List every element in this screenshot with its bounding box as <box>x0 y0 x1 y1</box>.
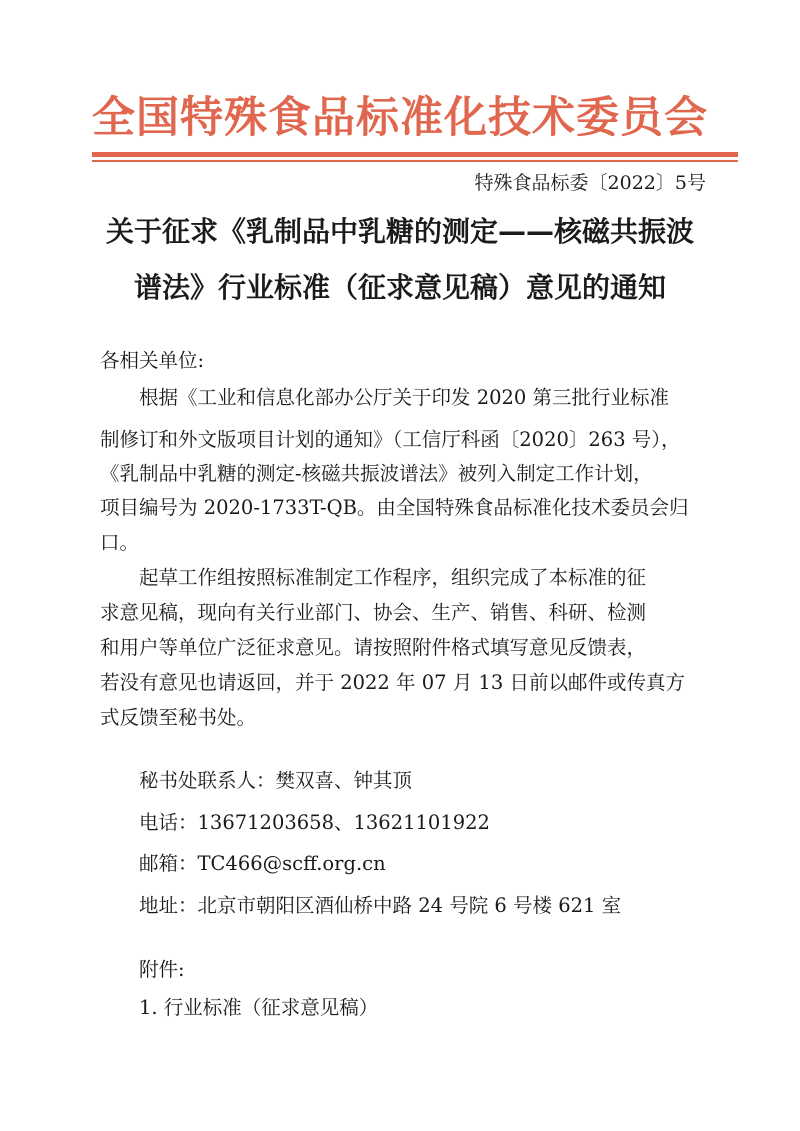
notice-title-line-1: 关于征求《乳制品中乳糖的测定——核磁共振波 <box>105 215 694 248</box>
paragraph-2-line: 起草工作组按照标准制定工作程序，组织完成了本标准的征 <box>139 566 647 589</box>
salutation: 各相关单位: <box>100 349 205 372</box>
contact-phone: 电话：13671203658、13621101922 <box>139 811 490 834</box>
organization-title: 全国特殊食品标准化技术委员会 <box>92 93 708 143</box>
contact-address: 地址：北京市朝阳区酒仙桥中路 24 号院 6 号楼 621 室 <box>139 894 622 917</box>
attachments-label: 附件: <box>139 958 185 981</box>
contact-persons: 秘书处联系人：樊双喜、钟其顶 <box>139 769 413 792</box>
paragraph-2-line: 和用户等单位广泛征求意见。请按照附件格式填写意见反馈表， <box>100 636 647 659</box>
header-rule-thin <box>92 160 738 162</box>
paragraph-2-line: 若没有意见也请返回，并于 2022 年 07 月 13 日前以邮件或传真方 <box>100 671 685 694</box>
attachment-item: 1. 行业标准（征求意见稿） <box>139 996 379 1019</box>
paragraph-1-line: 制修订和外文版项目计划的通知》（工信厅科函〔2020〕263 号）， <box>100 428 681 451</box>
paragraph-1-line: 口。 <box>100 531 140 554</box>
paragraph-2-line: 求意见稿，现向有关行业部门、协会、生产、销售、科研、检测 <box>100 601 647 624</box>
notice-title-line-2: 谱法》行业标准（征求意见稿）意见的通知 <box>133 271 666 304</box>
paragraph-1-line: 《乳制品中乳糖的测定-核磁共振波谱法》被列入制定工作计划， <box>100 462 653 485</box>
paragraph-1-line: 项目编号为 2020-1733T-QB。由全国特殊食品标准化技术委员会归 <box>100 496 689 519</box>
paragraph-1-line: 根据《工业和信息化部办公厅关于印发 2020 第三批行业标准 <box>139 386 670 409</box>
paragraph-2-line: 式反馈至秘书处。 <box>100 706 257 729</box>
header-rule-thick <box>92 152 738 157</box>
document-number: 特殊食品标委〔2022〕5号 <box>474 172 706 194</box>
contact-email: 邮箱：TC466@scff.org.cn <box>139 852 386 875</box>
